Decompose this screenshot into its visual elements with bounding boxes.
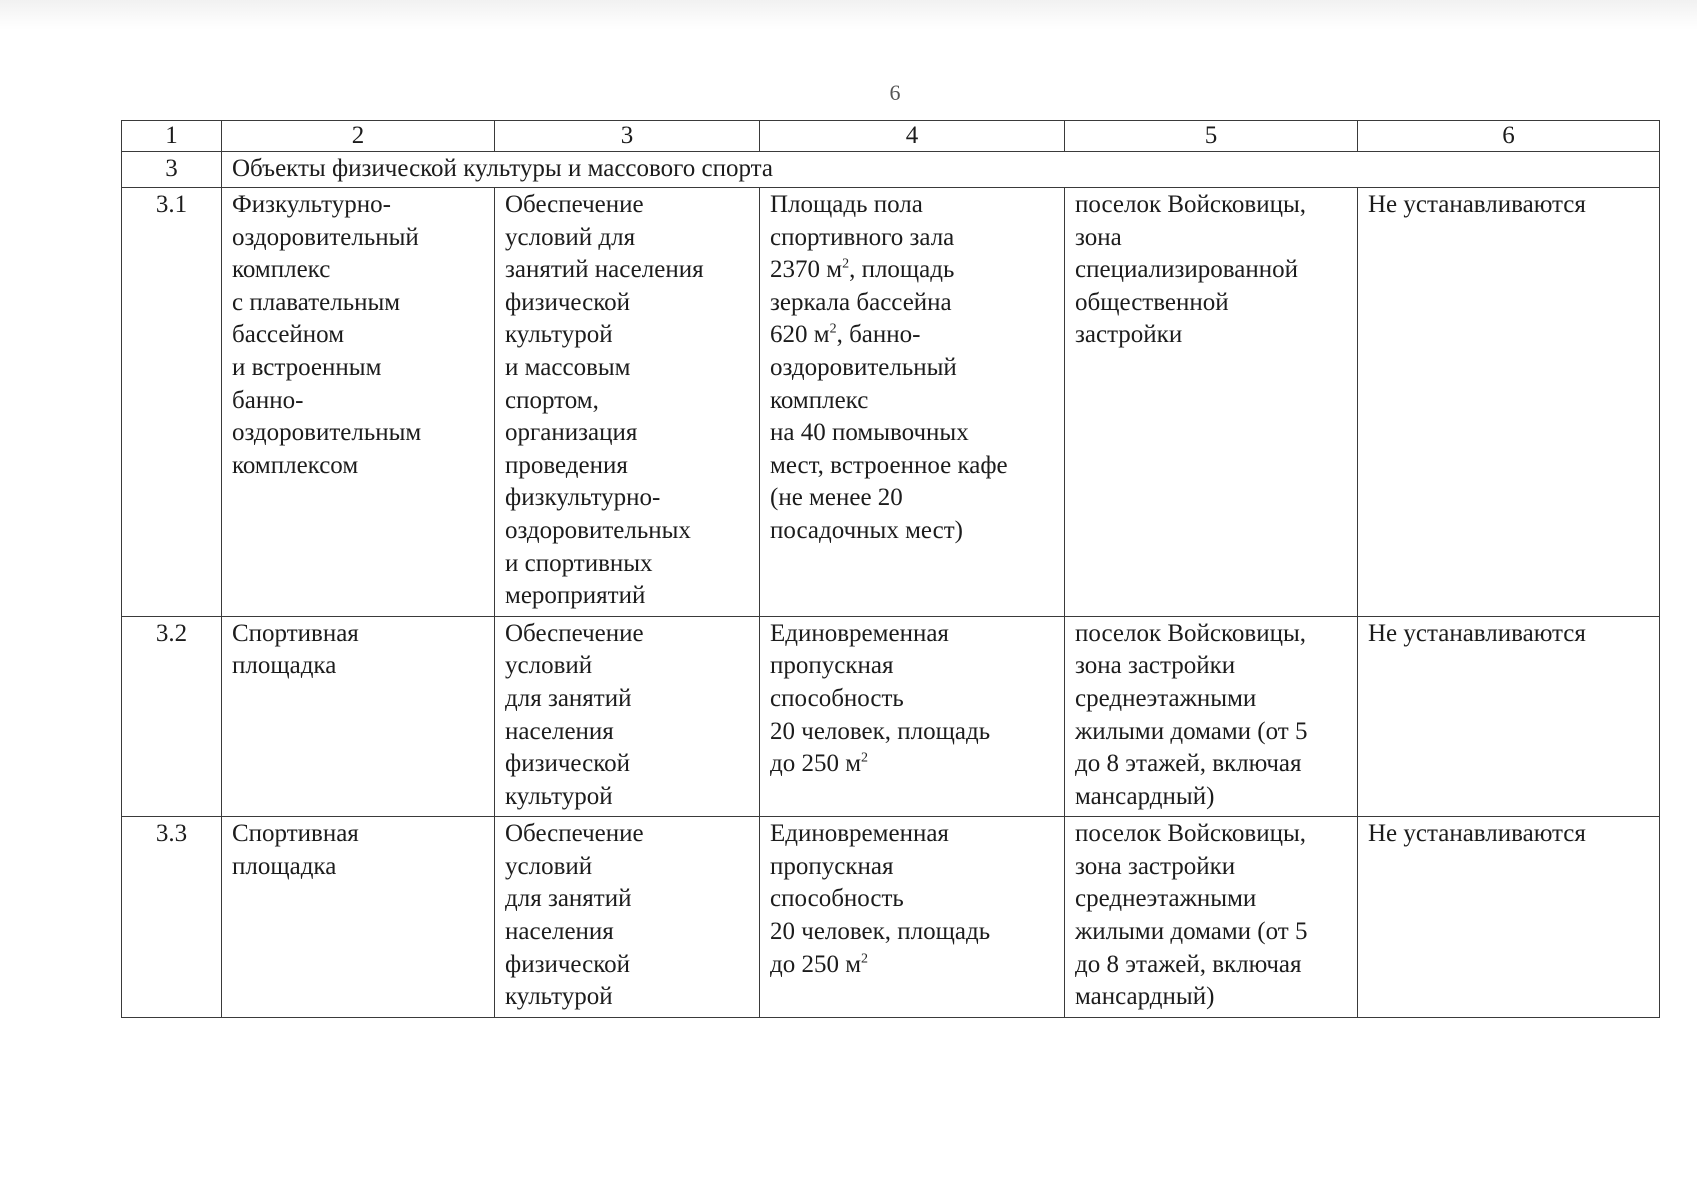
cell-line: до 250 $м^2$: [770, 950, 869, 978]
cell-line: Единовременная: [770, 820, 949, 848]
column-number: 1: [122, 121, 222, 152]
cell-line: зона застройки: [1075, 652, 1236, 680]
cell-line: поселок Войсковицы,: [1075, 191, 1307, 218]
location-cell: [1065, 817, 1358, 1018]
cell-line: Физкультурно-: [232, 191, 391, 218]
cell-line: застройки: [1075, 321, 1183, 349]
cell-line: и встроенным: [232, 353, 382, 381]
column-number: 6: [1358, 121, 1660, 152]
cell-line: зеркала бассейна: [770, 288, 952, 316]
cell-line: и массовым: [505, 353, 631, 381]
cell-line: жилыми домами (от 5: [1075, 918, 1308, 946]
characteristics-cell: [760, 817, 1065, 1018]
cell-line: 2370 $м^2$, площадь: [770, 256, 955, 284]
location-cell: [1065, 188, 1358, 617]
cell-line: занятий населения: [505, 256, 704, 284]
location-cell: [1065, 616, 1358, 817]
cell-line: способность: [770, 885, 904, 913]
cell-line: Единовременная: [770, 619, 949, 647]
cell-line: площадка: [232, 652, 337, 680]
column-number-row: [122, 121, 1660, 152]
objects-table: [121, 120, 1660, 1018]
cell-line: площадка: [232, 852, 337, 880]
table-row: [122, 817, 1660, 1018]
cell-line: условий для: [505, 223, 636, 251]
cell-line: Обеспечение: [505, 820, 644, 848]
zone-cell: Не устанавливаются: [1358, 188, 1660, 617]
cell-line: Площадь пола: [770, 191, 923, 218]
scan-edge-shadow: [0, 0, 1697, 30]
cell-line: бассейном: [232, 321, 345, 349]
row-number: 3.3: [122, 817, 222, 1018]
cell-line: среднеэтажными: [1075, 885, 1257, 913]
cell-line: комплекс: [232, 256, 331, 284]
cell-line: культурой: [505, 321, 613, 349]
cell-line: Спортивная: [232, 820, 359, 848]
table-row: [122, 616, 1660, 817]
cell-line: спортивного зала: [770, 223, 955, 251]
cell-line: для занятий: [505, 885, 632, 913]
cell-line: до 8 этажей, включая: [1075, 750, 1302, 778]
section-title: Объекты физической культуры и массового спорта: [222, 152, 1660, 188]
cell-line: на 40 помывочных: [770, 419, 969, 447]
cell-line: физической: [505, 288, 630, 316]
purpose-cell: [495, 616, 760, 817]
column-number: 3: [495, 121, 760, 152]
cell-line: Спортивная: [232, 619, 359, 647]
cell-line: физической: [505, 950, 630, 978]
purpose-cell: [495, 188, 760, 617]
table-body: [122, 188, 1660, 1018]
cell-line: специализированной: [1075, 256, 1298, 284]
row-number: 3.2: [122, 616, 222, 817]
cell-line: Обеспечение: [505, 191, 644, 218]
cell-line: для занятий: [505, 684, 632, 712]
object-name-cell: [222, 188, 495, 617]
cell-line: оздоровительным: [232, 419, 422, 447]
characteristics-cell: [760, 188, 1065, 617]
cell-line: поселок Войсковицы,: [1075, 820, 1307, 848]
purpose-cell: [495, 817, 760, 1018]
cell-line: населения: [505, 918, 614, 946]
cell-line: спортом,: [505, 386, 599, 414]
zone-cell: Не устанавливаются: [1358, 616, 1660, 817]
cell-line: проведения: [505, 451, 628, 479]
cell-line: 20 человек, площадь: [770, 717, 991, 745]
cell-line: до 8 этажей, включая: [1075, 950, 1302, 978]
cell-line: зона: [1075, 223, 1122, 251]
cell-line: общественной: [1075, 288, 1229, 316]
zone-cell: Не устанавливаются: [1358, 817, 1660, 1018]
cell-line: условий: [505, 852, 593, 880]
cell-line: Обеспечение: [505, 619, 644, 647]
cell-line: физкультурно-: [505, 484, 661, 512]
table-row: [122, 188, 1660, 617]
section-number: 3: [122, 152, 222, 188]
cell-line: культурой: [505, 782, 613, 810]
cell-line: физической: [505, 750, 630, 778]
cell-line: зона застройки: [1075, 852, 1236, 880]
cell-line: населения: [505, 717, 614, 745]
cell-line: оздоровительный: [770, 353, 957, 381]
cell-line: способность: [770, 684, 904, 712]
cell-line: (не менее 20: [770, 484, 903, 512]
cell-line: поселок Войсковицы,: [1075, 619, 1307, 647]
section-row: [122, 152, 1660, 188]
object-name-cell: [222, 616, 495, 817]
cell-line: мест, встроенное кафе: [770, 451, 1008, 479]
cell-line: условий: [505, 652, 593, 680]
cell-line: мансардный): [1075, 782, 1215, 810]
cell-line: организация: [505, 419, 638, 447]
column-number: 4: [760, 121, 1065, 152]
cell-line: комплексом: [232, 451, 359, 479]
cell-line: с плавательным: [232, 288, 401, 316]
page-number: 6: [889, 80, 901, 105]
cell-line: пропускная: [770, 852, 894, 880]
cell-line: мероприятий: [505, 582, 646, 610]
column-number: 2: [222, 121, 495, 152]
cell-line: комплекс: [770, 386, 869, 414]
cell-line: культурой: [505, 983, 613, 1011]
column-number: 5: [1065, 121, 1358, 152]
cell-line: и спортивных: [505, 549, 653, 577]
cell-line: 620 $м^2$, банно-: [770, 321, 921, 349]
cell-line: посадочных мест): [770, 516, 963, 544]
cell-line: среднеэтажными: [1075, 684, 1257, 712]
cell-line: жилыми домами (от 5: [1075, 717, 1308, 745]
cell-line: 20 человек, площадь: [770, 918, 991, 946]
cell-line: пропускная: [770, 652, 894, 680]
cell-line: до 250 $м^2$: [770, 750, 869, 778]
cell-line: мансардный): [1075, 983, 1215, 1011]
cell-line: банно-: [232, 386, 304, 414]
characteristics-cell: [760, 616, 1065, 817]
cell-line: оздоровительный: [232, 223, 419, 251]
row-number: 3.1: [122, 188, 222, 617]
object-name-cell: [222, 817, 495, 1018]
cell-line: оздоровительных: [505, 516, 691, 544]
